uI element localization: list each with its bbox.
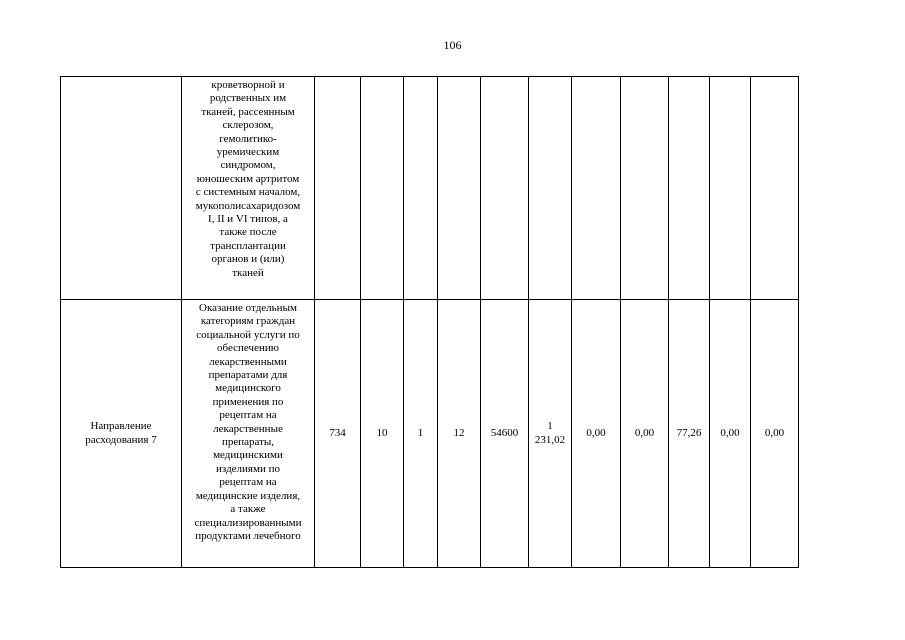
- program-cell: 12: [438, 300, 481, 568]
- page-number: 106: [443, 38, 462, 52]
- value-cell: 1 231,02: [529, 300, 572, 568]
- code-cell: 734: [315, 300, 361, 568]
- target-article-cell: [481, 77, 529, 300]
- table-row: [61, 77, 799, 300]
- code-cell: [315, 77, 361, 300]
- description-cell: Оказание отдельным категориям граждан социальной услуги по обеспечению лекарственными препаратами для медицинского применения по рецептам на лекарственные препараты, медицинскими изделиями по рецептам на медицинские изделия, а также специализированными продуктами лечебного: [182, 300, 315, 568]
- target-article-cell: 54600: [481, 300, 529, 568]
- value-cell: [572, 77, 621, 300]
- section-cell: 10: [361, 300, 404, 568]
- direction-cell: [61, 77, 182, 300]
- value-cell: 0,00: [572, 300, 621, 568]
- value-cell: [669, 77, 710, 300]
- description-cell: кроветворной и родственных им тканей, рассеянным склерозом, гемолитико- уремическим синдромом, юношеским артритом с системным началом, мукополисахаридозом I, II и VI типов, а также после трансплантации органов и (или) тканей: [182, 77, 315, 300]
- subsection-cell: 1: [404, 300, 438, 568]
- section-cell: [361, 77, 404, 300]
- value-cell: 0,00: [710, 300, 751, 568]
- program-cell: [438, 77, 481, 300]
- value-cell: 0,00: [621, 300, 669, 568]
- value-cell: [751, 77, 799, 300]
- value-cell: [621, 77, 669, 300]
- table-row: [61, 300, 799, 568]
- direction-cell: Направление расходования 7: [61, 300, 182, 568]
- value-cell: [710, 77, 751, 300]
- value-cell: 0,00: [751, 300, 799, 568]
- budget-table: [60, 76, 799, 568]
- value-cell: 77,26: [669, 300, 710, 568]
- value-cell: [529, 77, 572, 300]
- subsection-cell: [404, 77, 438, 300]
